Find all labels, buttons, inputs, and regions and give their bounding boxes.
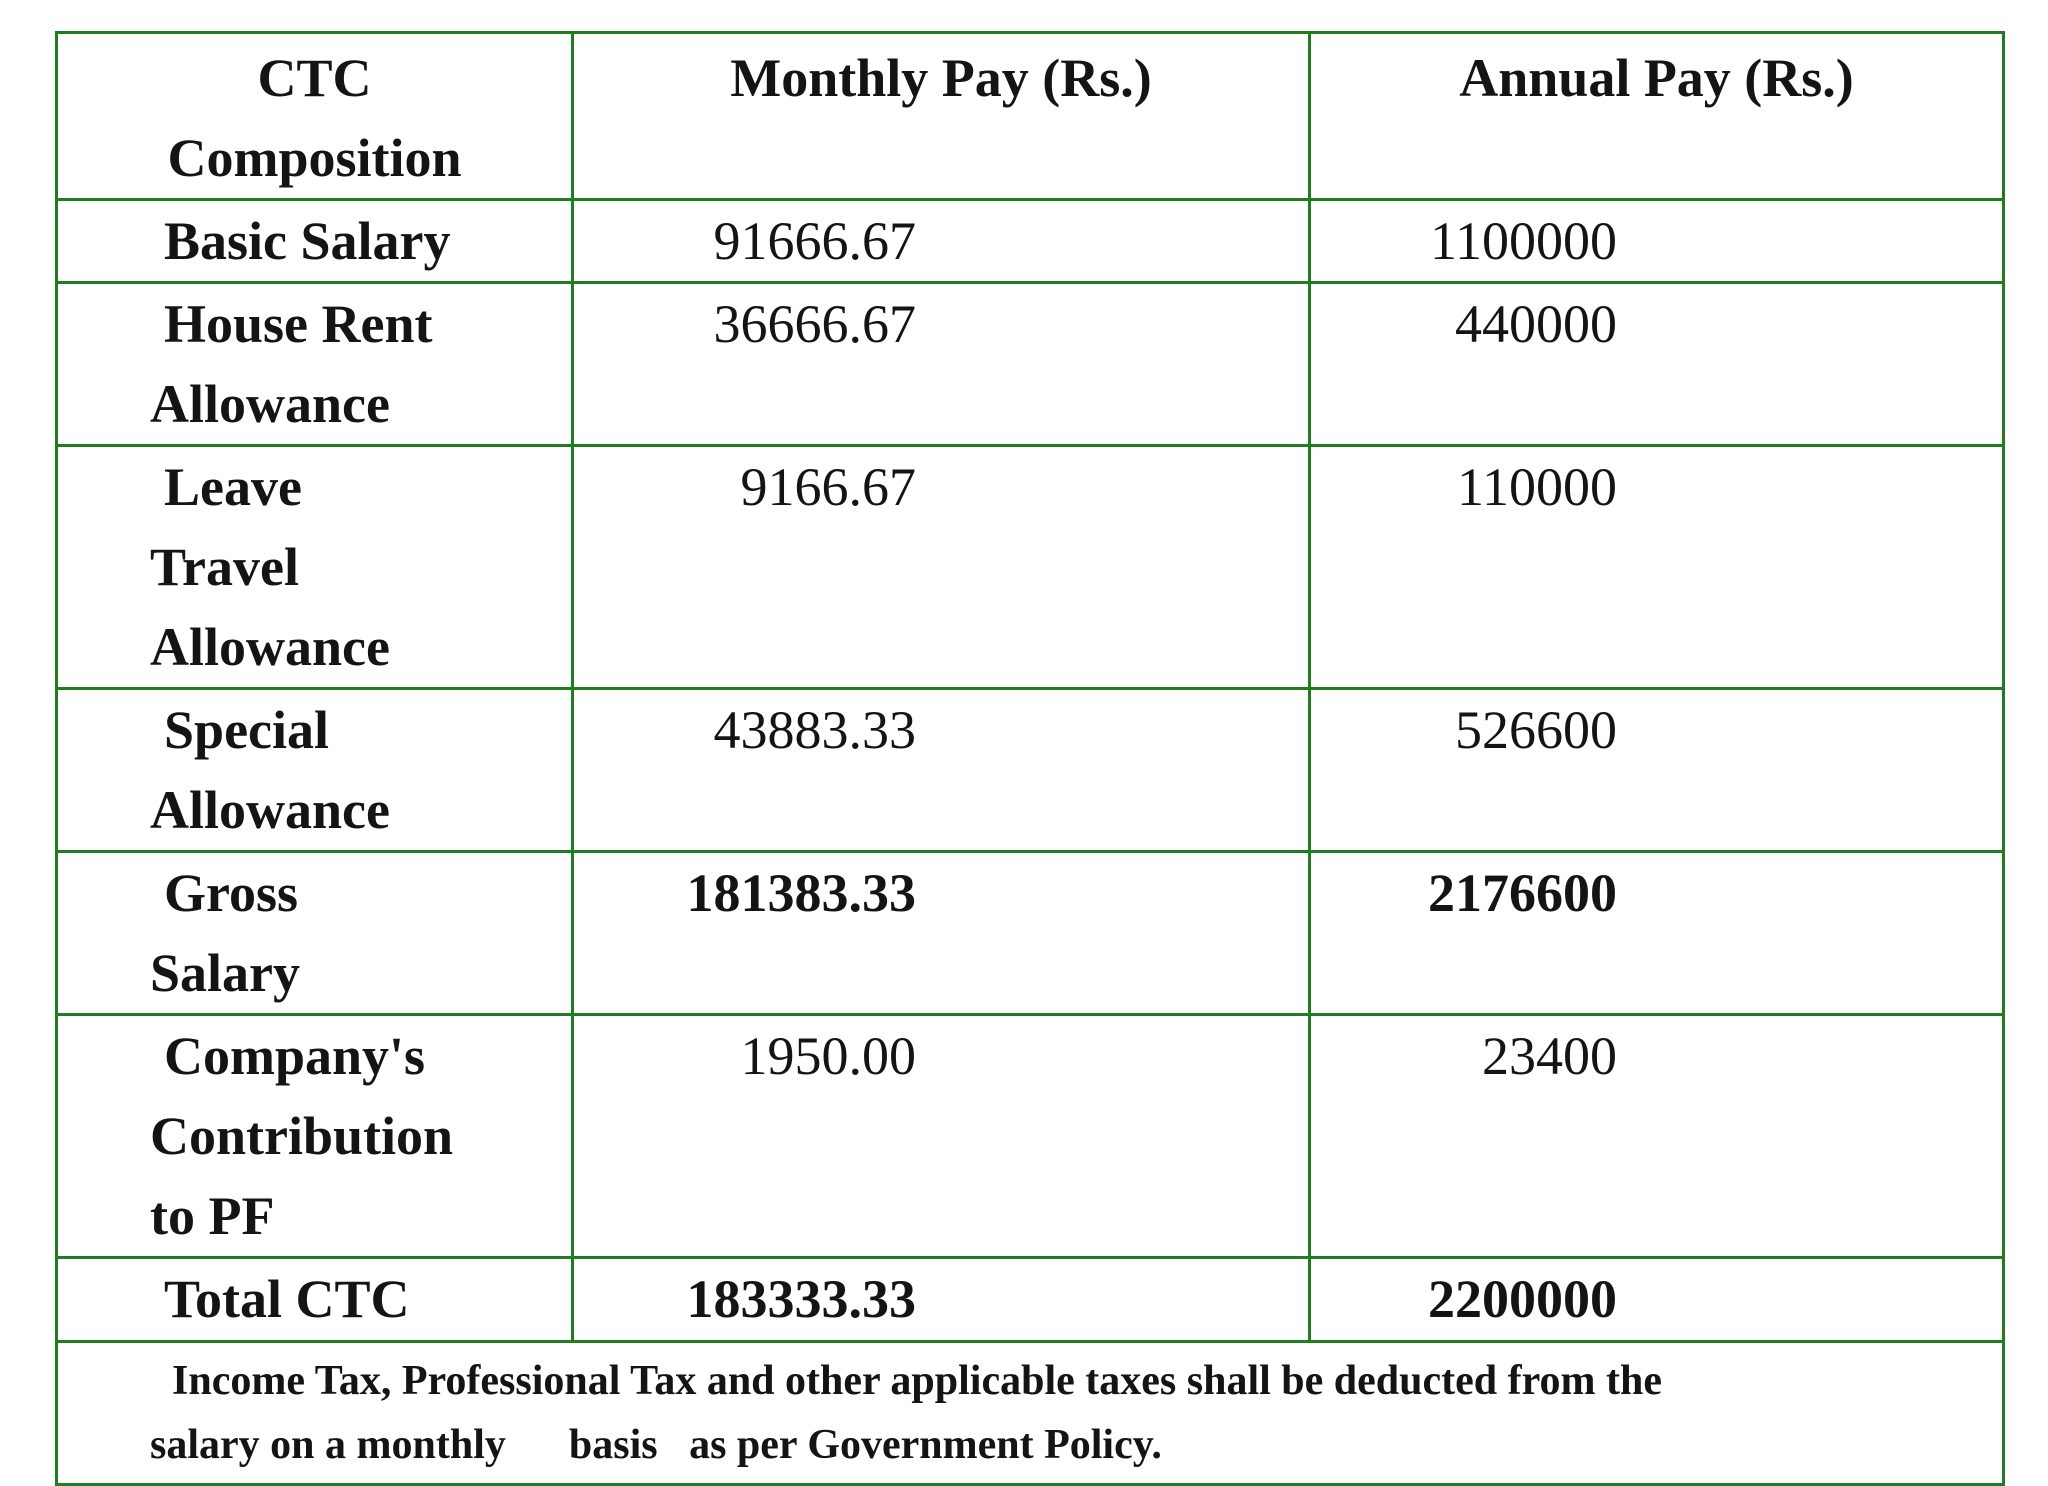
row-label-line1: Basic Salary bbox=[164, 211, 451, 271]
header-annual-label: Annual Pay (Rs.) bbox=[1459, 48, 1854, 108]
row-label bbox=[57, 1258, 573, 1342]
header-composition-line1: CTC bbox=[257, 48, 372, 108]
table-row bbox=[57, 1258, 2004, 1342]
table-row bbox=[57, 446, 2004, 689]
row-annual-value: 526600 bbox=[1310, 689, 2004, 852]
row-label-line1: Total CTC bbox=[164, 1269, 410, 1329]
header-monthly-label: Monthly Pay (Rs.) bbox=[730, 48, 1152, 108]
row-monthly-value: 43883.33 bbox=[573, 689, 1310, 852]
row-label-line1: Company's bbox=[164, 1026, 426, 1086]
row-label bbox=[57, 689, 573, 852]
table-row bbox=[57, 200, 2004, 283]
row-label-line3: to PF bbox=[150, 1186, 275, 1246]
row-annual-value: 1100000 bbox=[1310, 200, 2004, 283]
header-composition-line2: Composition bbox=[167, 128, 462, 188]
row-annual-value: 440000 bbox=[1310, 283, 2004, 446]
row-monthly-value: 91666.67 bbox=[573, 200, 1310, 283]
row-annual-value: 23400 bbox=[1310, 1015, 2004, 1258]
table-row bbox=[57, 1015, 2004, 1258]
tax-note-line1: Income Tax, Professional Tax and other applicable taxes shall be deducted from the bbox=[172, 1358, 1662, 1404]
row-label bbox=[57, 852, 573, 1015]
tax-note-line2: salary on a monthly basis as per Government Policy. bbox=[150, 1422, 1162, 1468]
note-row bbox=[57, 1342, 2004, 1485]
row-label bbox=[57, 283, 573, 446]
row-label bbox=[57, 446, 573, 689]
row-monthly-value: 1950.00 bbox=[573, 1015, 1310, 1258]
row-monthly-value: 183333.33 bbox=[573, 1258, 1310, 1342]
header-composition bbox=[57, 33, 573, 200]
row-label-line2: Allowance bbox=[150, 374, 390, 434]
tax-note bbox=[57, 1342, 2004, 1485]
row-monthly-value: 181383.33 bbox=[573, 852, 1310, 1015]
ctc-table bbox=[55, 31, 2005, 1486]
row-annual-value: 2176600 bbox=[1310, 852, 2004, 1015]
row-label-line1: Gross bbox=[164, 863, 299, 923]
row-label-line1: Leave bbox=[164, 457, 302, 517]
table-row bbox=[57, 852, 2004, 1015]
row-label-line2: Travel bbox=[150, 537, 299, 597]
row-monthly-value: 36666.67 bbox=[573, 283, 1310, 446]
row-annual-value: 2200000 bbox=[1310, 1258, 2004, 1342]
row-annual-value: 110000 bbox=[1310, 446, 2004, 689]
row-label-line2: Salary bbox=[150, 943, 301, 1003]
row-label-line1: Special bbox=[164, 700, 330, 760]
header-row bbox=[57, 33, 2004, 200]
header-monthly bbox=[573, 33, 1310, 200]
header-annual bbox=[1310, 33, 2004, 200]
row-label-line2: Allowance bbox=[150, 780, 390, 840]
row-label bbox=[57, 200, 573, 283]
row-label-line2: Contribution bbox=[150, 1106, 454, 1166]
table-row bbox=[57, 689, 2004, 852]
row-monthly-value: 9166.67 bbox=[573, 446, 1310, 689]
row-label bbox=[57, 1015, 573, 1258]
table-row bbox=[57, 283, 2004, 446]
row-label-line1: House Rent bbox=[164, 294, 433, 354]
row-label-line3: Allowance bbox=[150, 617, 390, 677]
